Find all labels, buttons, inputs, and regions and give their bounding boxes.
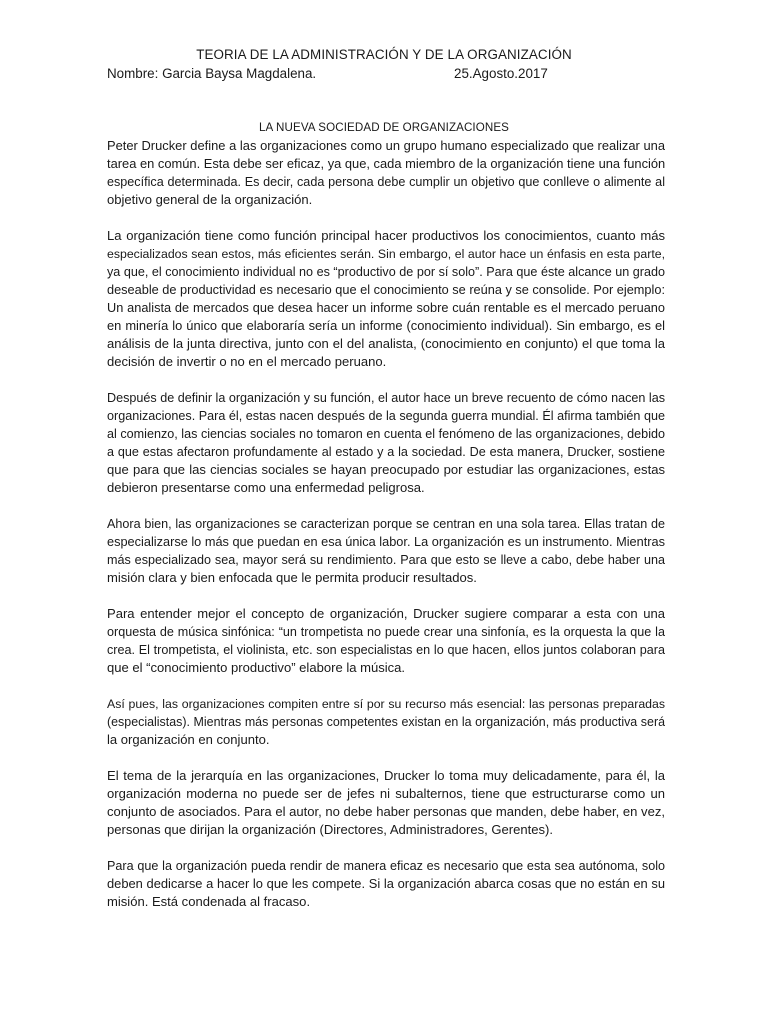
text-line: personas que dirijan la organización (Directores, Administradores, Gerentes). [107,822,553,837]
text-line: decisión de invertir o no en el mercado peruano. [107,354,387,369]
text-line: a que estas afectaron profundamente al estado y a la sociedad. De esta manera, Drucker, sostiene [107,445,665,459]
text-line: en minería lo único que elaboraría sería un informe (conocimiento individual). Sin embargo, es el [107,318,665,333]
text-line: (especialistas). Mientras más personas competentes existan en la organización, más productiva será [107,715,665,729]
author-name: Nombre: Garcia Baysa Magdalena. [107,66,317,81]
paragraph [107,389,665,497]
paragraph [107,695,665,749]
paragraph [107,137,665,209]
paragraph [107,515,665,587]
text-line: que el “conocimiento productivo” elabore la música. [107,660,406,675]
text-line: más especializado sea, mayor será su rendimiento. Para que esto se lleve a cabo, debe haber una [107,553,665,567]
text-line: orquesta de música sinfónica: “un trompetista no puede crear una sinfonía, es la orquesta la que la [107,625,665,639]
text-line: deseable de productividad es necesario que el conocimiento se reúna y se consolide. Por ejemplo: [107,282,665,297]
document-date: 25.Agosto.2017 [454,66,548,81]
text-line: Después de definir la organización y su función, el autor hace un breve recuento de cómo nacen las [107,391,665,405]
text-line: Para entender mejor el concepto de organización, Drucker sugiere comparar a esta con una [107,606,665,621]
text-line: Un analista de mercados que desea hacer un informe sobre cuán rentable es el mercado peruano [107,300,665,315]
text-line: organizaciones. Para él, estas nacen después de la segunda guerra mundial. Él afirma también que [107,409,665,423]
text-line: análisis de la junta directiva, junto con el del analista, (conocimiento en conjunto) el que toma la [107,336,665,351]
text-line: La organización tiene como función principal hacer productivos los conocimientos, cuanto más [107,228,665,243]
paragraph [107,605,665,677]
text-line: tarea en común. Esta debe ser eficaz, ya que, cada miembro de la organización tiene una función [107,156,665,171]
paragraph [107,227,665,371]
text-line: específica determinada. Es decir, cada persona debe cumplir un objetivo que conlleve o alimente al [107,175,665,189]
text-line: misión. Está condenada al fracaso. [107,894,311,909]
text-line: objetivo general de la organización. [107,192,313,207]
section-heading: LA NUEVA SOCIEDAD DE ORGANIZACIONES [258,121,510,134]
paragraph [107,857,665,911]
text-line: al comienzo, las ciencias sociales no tomaron en cuenta el fenómeno de las organizaciones, debido [107,427,665,441]
document-title: TEORIA DE LA ADMINISTRACIÓN Y DE LA ORGANIZACIÓN [196,47,572,62]
text-line: la organización en conjunto. [107,732,270,747]
text-line: deben dedicarse a hacer lo que les compete. Si la organización abarca cosas que no están en su [107,876,665,891]
text-line: especializarse lo más que puedan en esa única labor. La organización es un instrumento. Mientras [107,534,665,549]
text-line: organización moderna no puede ser de jefes ni subalternos, tiene que estructurarse como un [107,786,665,801]
text-line: que para que las ciencias sociales se hayan preocupado por estudiar las organizaciones, estas [107,462,665,477]
text-line: misión clara y bien enfocada que le permita producir resultados. [107,570,477,585]
text-line: Ahora bien, las organizaciones se caracterizan porque se centran en una sola tarea. Ellas tratan de [107,517,665,531]
text-line: conjunto de asociados. Para el autor, no debe haber personas que manden, debe haber, en vez, [107,804,665,819]
text-line: Peter Drucker define a las organizaciones como un grupo humano especializado que realizar una [107,138,665,153]
text-line: crea. El trompetista, el violinista, etc. son especialistas en lo que hacen, ellos juntos colaboran para [107,643,665,657]
text-line: debieron presentarse como una enfermedad peligrosa. [107,480,425,495]
paragraph [107,767,665,839]
text-line: El tema de la jerarquía en las organizaciones, Drucker lo toma muy delicadamente, para él, la [107,768,665,783]
text-line: ya que, el conocimiento individual no es “productivo de por sí solo”. Para que éste alcance un grado [107,265,665,279]
text-line: Para que la organización pueda rendir de manera eficaz es necesario que esta sea autónoma, solo [107,859,665,873]
text-line: Así pues, las organizaciones compiten entre sí por su recurso más esencial: las personas preparadas [107,697,665,711]
document-body [107,137,665,929]
text-line: especializados sean estos, más eficientes serán. Sin embargo, el autor hace un énfasis en esta parte, [107,247,665,261]
